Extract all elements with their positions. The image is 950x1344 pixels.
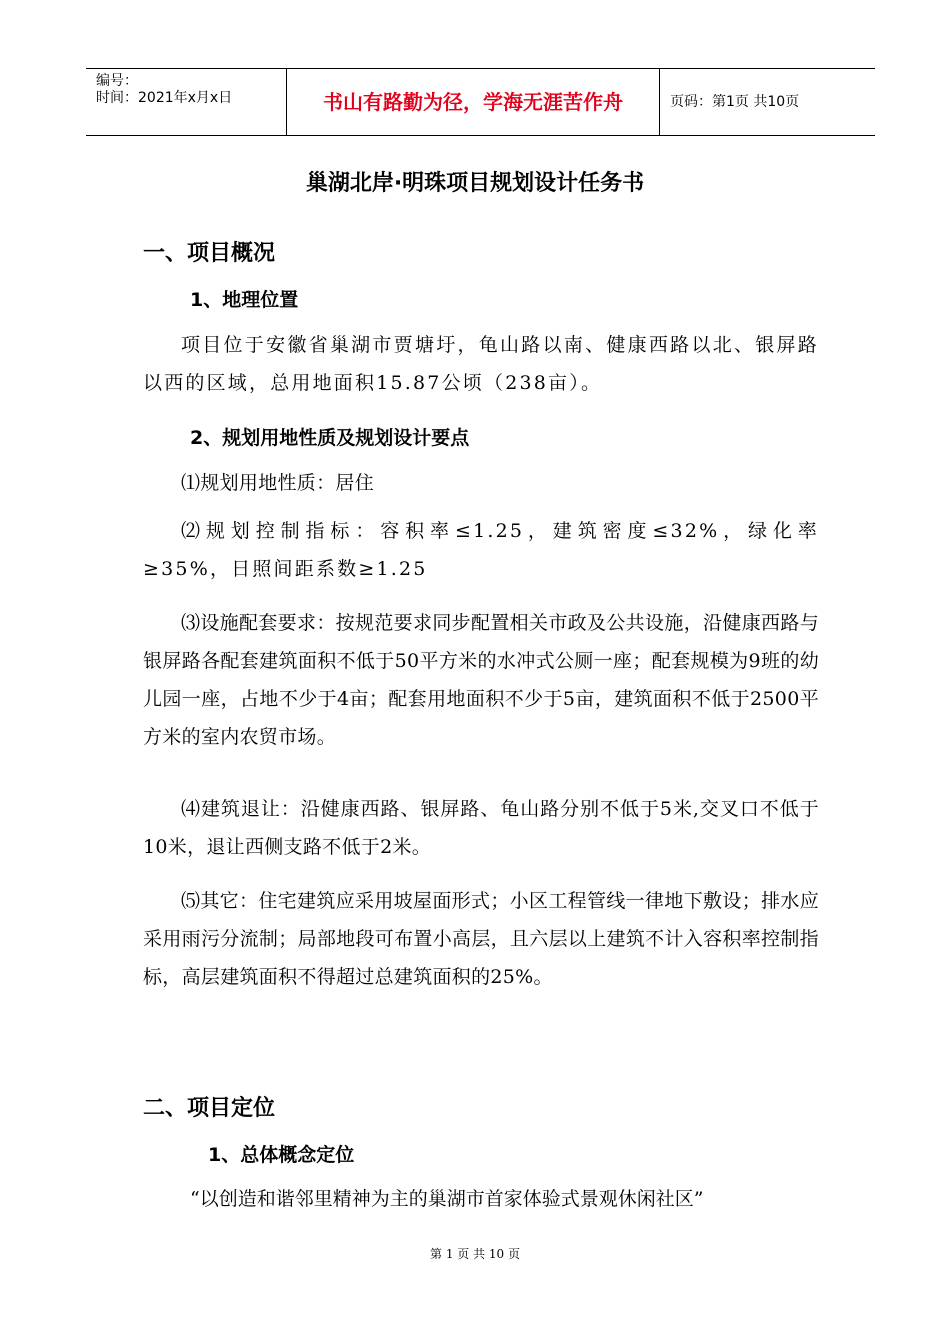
header-number-label: 编号： (96, 73, 138, 89)
page-header (86, 68, 875, 136)
section1-sub2-heading: 2、规划用地性质及规划设计要点 (190, 427, 470, 449)
header-motto: 书山有路勤为径，学海无涯苦作舟 (287, 69, 660, 135)
section1-heading: 一、项目概况 (143, 241, 276, 266)
section2-sub1-quote: “以创造和谐邻里精神为主的巢湖市首家体验式景观休闲社区” (190, 1188, 704, 1210)
section1-sub2-item2: ⑵规划控制指标：容积率≤1.25，建筑密度≤32%，绿化率≥35%，日照间距系数≥1.25 (143, 520, 819, 580)
section2-heading: 二、项目定位 (143, 1096, 276, 1121)
document-title: 巢湖北岸·明珠项目规划设计任务书 (305, 171, 645, 196)
section1-sub2-item4: ⑷建筑退让：沿健康西路、银屏路、龟山路分别不低于5米,交叉口不低于10米，退让西侧支路不低于2米。 (143, 798, 819, 858)
section1-sub2-item5: ⑸其它：住宅建筑应采用坡屋面形式；小区工程管线一律地下敷设；排水应采用雨污分流制；局部地段可布置小高层，且六层以上建筑不计入容积率控制指标，高层建筑面积不得超过总建筑面积的25%。 (143, 890, 819, 988)
header-meta (86, 69, 287, 135)
section1-sub2-item3: ⑶设施配套要求：按规范要求同步配置相关市政及公共设施，沿健康西路与银屏路各配套建筑面积不低于50平方米的水冲式公厕一座；配套规模为9班的幼儿园一座，占地不少于4亩；配套用地面积不少于5亩，建筑面积不低于2500平方米的室内农贸市场。 (143, 612, 819, 748)
header-page-label: 页码：第1页 共10页 (670, 94, 800, 110)
section1-sub1-text: 项目位于安徽省巢湖市贾塘圩，龟山路以南、健康西路以北、银屏路以西的区域，总用地面积15.87公顷（238亩）。 (143, 334, 819, 394)
page-footer: 第 1 页 共 10 页 (430, 1247, 520, 1261)
section2-sub1-heading: 1、总体概念定位 (208, 1144, 355, 1166)
header-time-label: 时间：2021年x月x日 (96, 90, 233, 106)
section1-sub2-item1: ⑴规划用地性质：居住 (181, 472, 375, 494)
section1-sub1-heading: 1、地理位置 (190, 289, 299, 311)
